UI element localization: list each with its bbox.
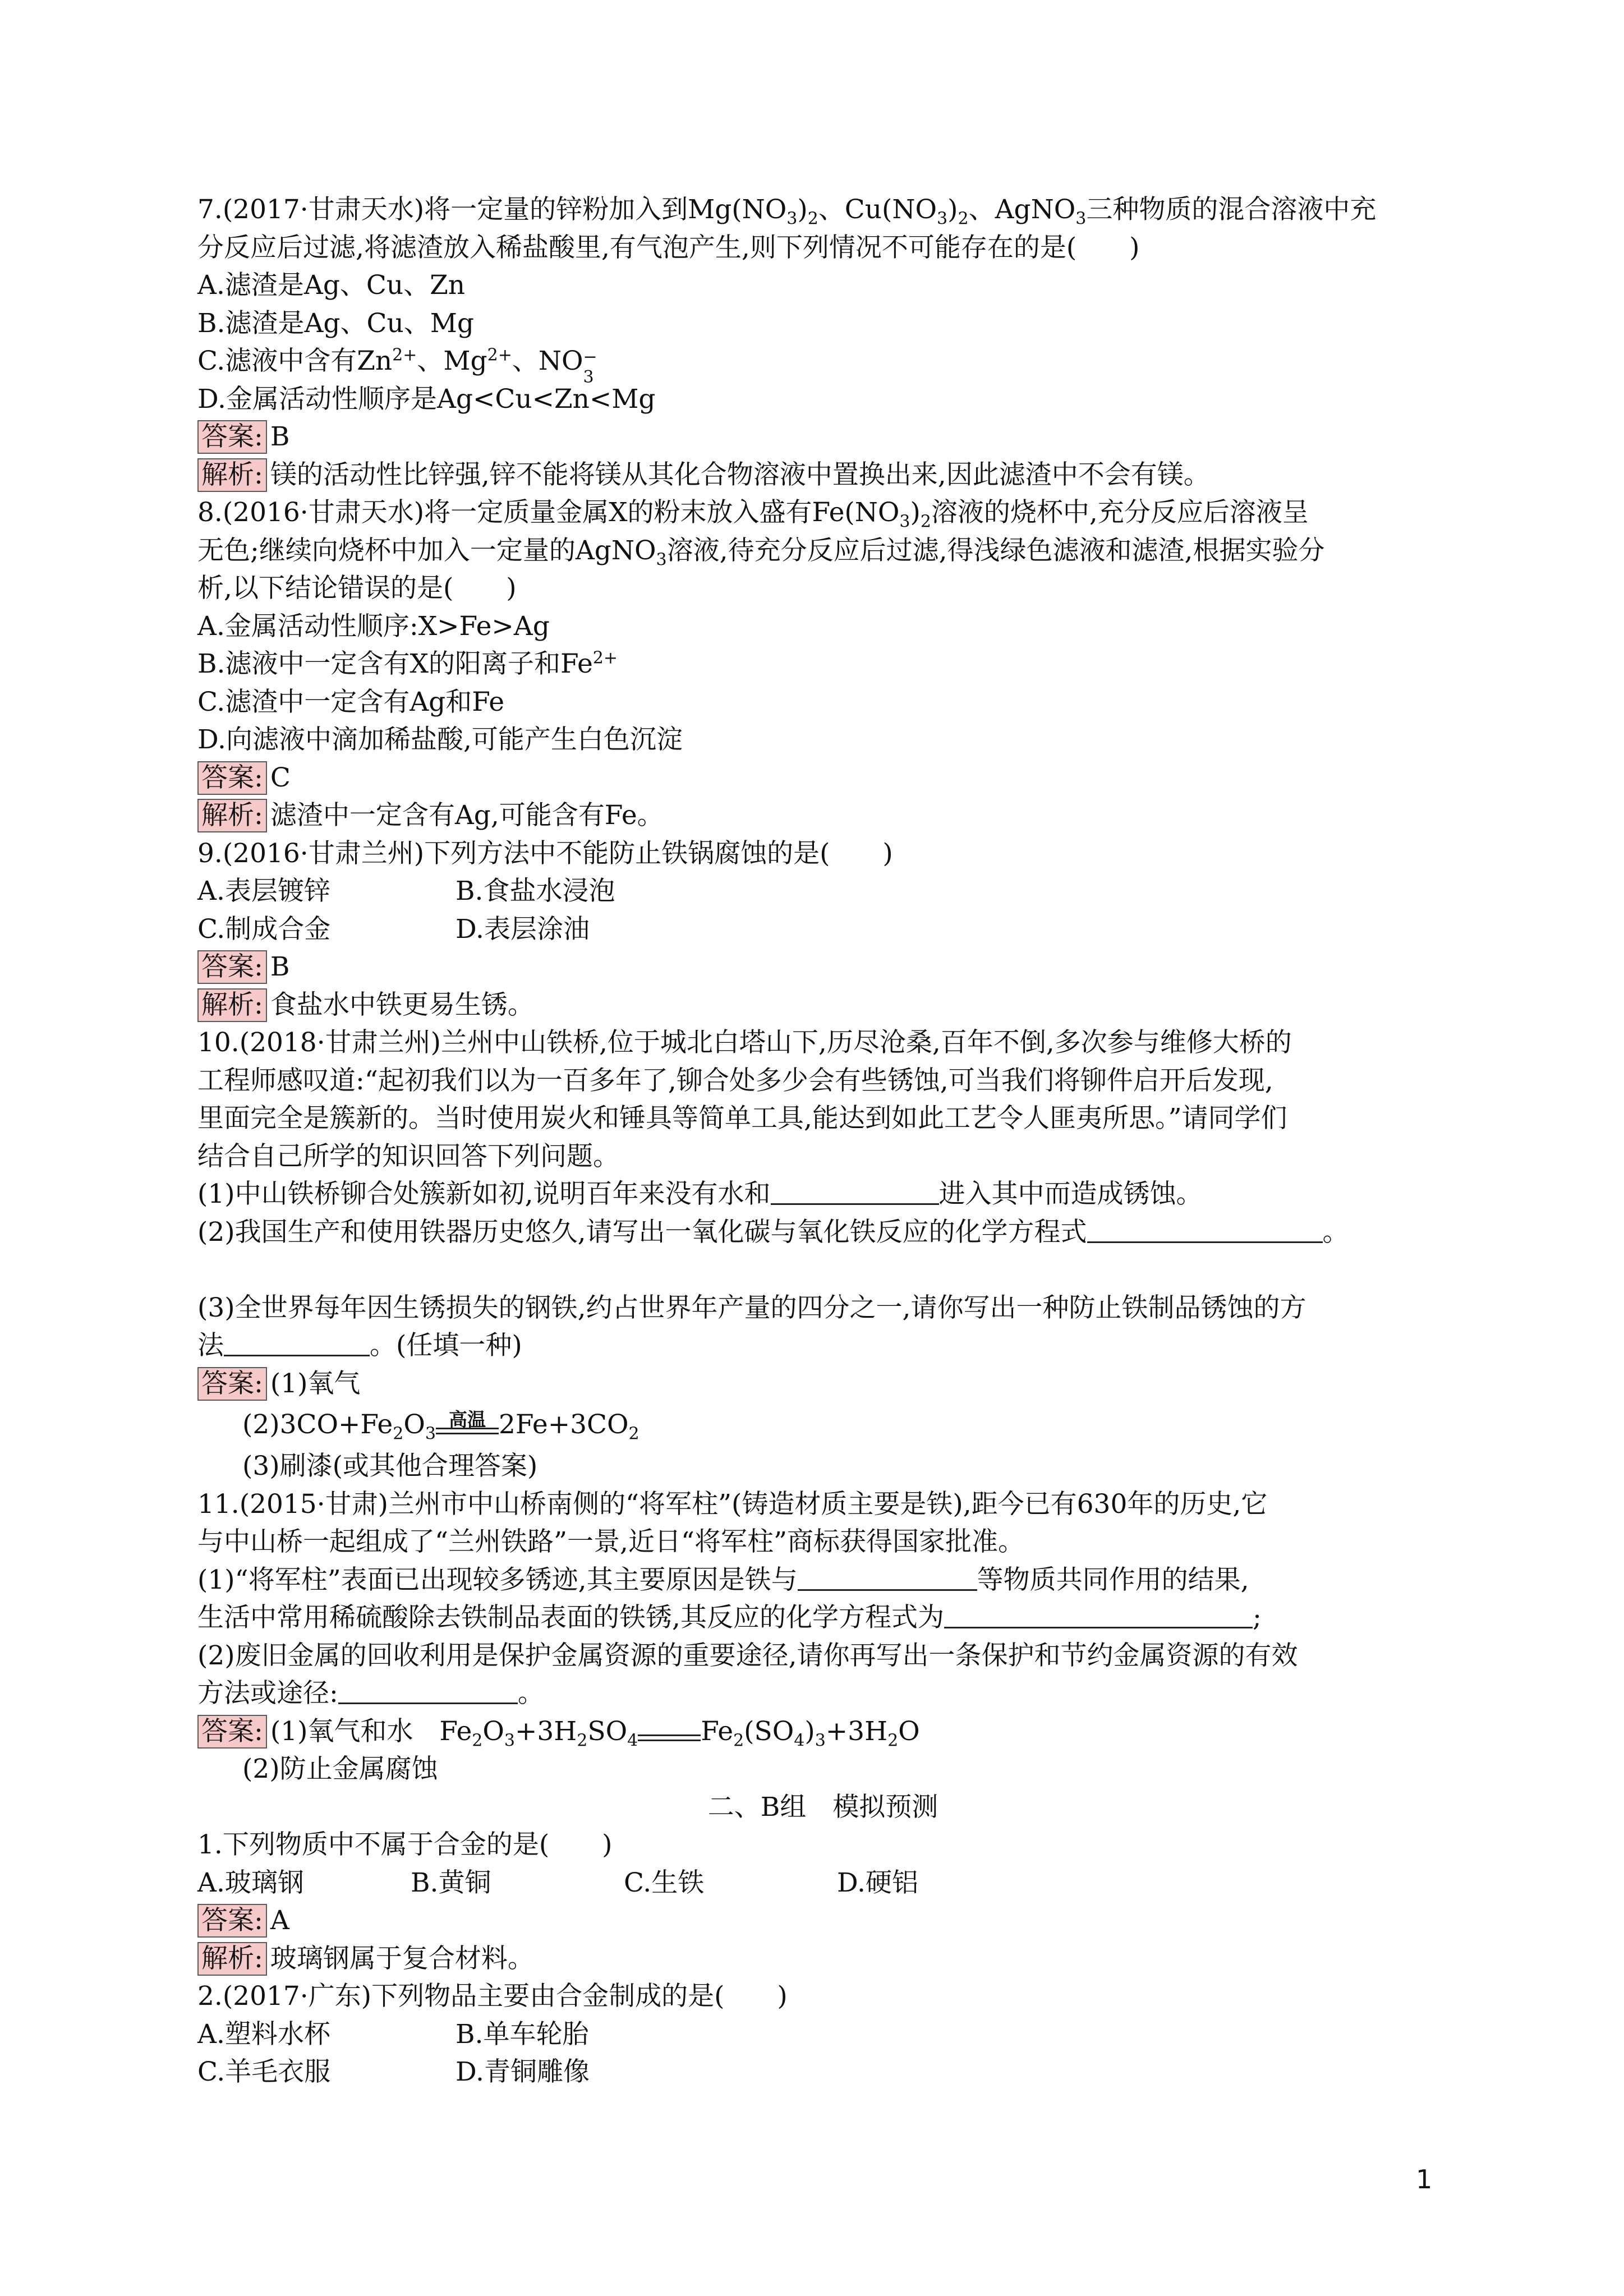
q8-option-a: A.金属活动性顺序:X>Fe>Ag [197,610,550,642]
answer-blank [338,1678,518,1704]
analysis-tag: 解析: [197,988,267,1022]
q7-answer: 答案: B [197,418,1448,456]
reaction-equals [638,1729,701,1741]
b2-option-a: A.塑料水杯 [197,2018,330,2050]
q9-options-row-2 [197,910,1448,949]
q10-stem-line-4: 结合自己所学的知识回答下列问题。 [197,1140,619,1172]
reaction-condition: 高温 [436,1422,499,1434]
q10-part-1: (1)中山铁桥铆合处簇新如初,说明百年来没有水和 进入其中而造成锈蚀。 [197,1179,1203,1209]
q10-stem-line-2: 工程师感叹道:“起初我们以为一百多年了,铆合处多少会有些锈蚀,可当我们将铆件启开后发现, [197,1065,1273,1096]
b1-analysis: 解析: 玻璃钢属于复合材料。 [197,1940,1448,1978]
q11-part-2-line-2: 方法或途径: 。 [197,1678,544,1709]
q11-stem-line-2: 与中山桥一起组成了“兰州铁路”一景,近日“将军柱”商标获得国家批准。 [197,1526,1025,1557]
q10-part-3-line-2: 法 。(任填一种) [197,1330,522,1361]
q8-analysis: 解析: 滤渣中一定含有Ag,可能含有Fe。 [197,797,1448,835]
b2-options-row-1 [197,2016,1448,2054]
section-b-heading: 二、B组 模拟预测 [707,1791,938,1823]
q9-answer: 答案: B [197,948,1448,986]
q11-answer-2: (2)防止金属腐蚀 [242,1754,438,1784]
q11-part-1-line-2: 生活中常用稀硫酸除去铁制品表面的铁锈,其反应的化学方程式为 ; [197,1602,1262,1633]
answer-tag: 答案: [197,1904,267,1938]
q10-answer-3: (3)刷漆(或其他合理答案) [242,1451,538,1481]
answer-blank [1087,1217,1323,1243]
q8-stem-line-1: 8.(2016·甘肃天水)将一定质量金属X的粉末放入盛有$Fe(NO_3)_2$溶液的烧杯中,充分反应后溶液呈 [197,497,1309,532]
q7-analysis: 解析: 镁的活动性比锌强,锌不能将镁从其化合物溶液中置换出来,因此滤渣中不会有镁。 [197,456,1448,494]
q8-option-d: D.向滤液中滴加稀盐酸,可能产生白色沉淀 [197,724,683,755]
q11-answer: 答案: (1)氧气和水 $Fe_2O_3+3H_2SO_4$ $Fe_2(SO_4)_3+3H_2O$ [197,1713,1448,1751]
q10-answer: 答案: (1)氧气 [197,1365,1448,1403]
analysis-tag: 解析: [197,458,267,492]
q8-option-b: B.滤液中一定含有X的阳离子和$Fe^{2+}$ [197,648,618,679]
b2-option-c: C.羊毛衣服 [197,2056,331,2087]
b1-option-a: A.玻璃钢 [197,1867,304,1898]
answer-tag: 答案: [197,420,267,454]
answer-tag: 答案: [197,950,267,984]
analysis-tag: 解析: [197,1942,267,1976]
q7-option-b: B.滤渣是Ag、Cu、Mg [197,307,474,339]
b2-options-row-2 [197,2053,1448,2091]
analysis-tag: 解析: [197,799,267,832]
answer-blank [944,1602,1253,1628]
b2-option-d: D.青铜雕像 [456,2056,590,2087]
answer-tag: 答案: [197,761,267,795]
q7-option-c: C.滤液中含有$Zn^{2+}$、$Mg^{2+}$、NO − 3 [197,345,597,387]
q11-part-1-line-1: (1)“将军柱”表面已出现较多锈迹,其主要原因是铁与 等物质共同作用的结果, [197,1564,1249,1595]
q8-stem-line-3: 析,以下结论错误的是( ) [197,573,517,604]
b1-option-b: B.黄铜 [411,1867,491,1898]
q10-part-2: (2)我国生产和使用铁器历史悠久,请写出一氧化碳与氧化铁反应的化学方程式 。 [197,1216,1349,1248]
q7-option-d: D.金属活动性顺序是Ag<Cu<Zn<Mg [197,383,656,415]
q10-stem-line-1: 10.(2018·甘肃兰州)兰州中山铁桥,位于城北白塔山下,历尽沧桑,百年不倒,多次参与维修大桥的 [197,1027,1292,1058]
q8-stem-line-2: 无色;继续向烧杯中加入一定量的AgNO$_3$溶液,待充分反应后过滤,得浅绿色滤液和滤渣,根据实验分 [197,535,1325,569]
q7-option-a: A.滤渣是Ag、Cu、Zn [197,270,466,301]
q8-option-c: C.滤渣中一定含有Ag和Fe [197,686,505,717]
q9-option-a: A.表层镀锌 [197,876,330,907]
answer-blank [771,1179,939,1205]
q9-analysis: 解析: 食盐水中铁更易生锈。 [197,986,1448,1024]
answer-blank [798,1565,977,1591]
q9-options-row-1 [197,872,1448,910]
q9-option-c: C.制成合金 [197,913,331,945]
q8-answer: 答案: C [197,759,1448,797]
b1-stem: 1.下列物质中不属于合金的是( ) [197,1829,613,1860]
b1-option-c: C.生铁 [624,1867,705,1898]
answer-tag: 答案: [197,1715,267,1749]
q10-answer-equation: $(2)3CO+Fe_2O_3$ 高温 $2Fe+3CO_2$ [242,1409,640,1444]
b2-stem: 2.(2017·广东)下列物品主要由合金制成的是( ) [197,1981,788,2012]
answer-tag: 答案: [197,1367,267,1401]
q9-option-b: B.食盐水浸泡 [456,876,615,907]
b1-options [197,1864,1448,1902]
q7-stem-line-1: 7.(2017·甘肃天水)将一定量的锌粉加入到$Mg(NO_3)_2$、$Cu(NO_3)_2$、AgNO$_3$三种物质的混合溶液中充 [197,194,1377,229]
q9-option-d: D.表层涂油 [456,913,590,945]
page-content [197,191,1448,2091]
q9-stem: 9.(2016·甘肃兰州)下列方法中不能防止铁锅腐蚀的是( ) [197,838,893,869]
q11-part-2-line-1: (2)废旧金属的回收利用是保护金属资源的重要途径,请你再写出一条保护和节约金属资源的有效 [197,1640,1298,1671]
q7-stem-line-2: 分反应后过滤,将滤渣放入稀盐酸里,有气泡产生,则下列情况不可能存在的是( ) [197,232,1140,263]
q10-stem-line-3: 里面完全是簇新的。当时使用炭火和锤具等简单工具,能达到如此工艺令人匪夷所思。”请同学们 [197,1103,1287,1134]
b2-option-b: B.单车轮胎 [456,2018,589,2050]
page-number: 1 [1416,2164,1433,2194]
b1-option-d: D.硬铝 [837,1867,918,1898]
q10-part-3-line-1: (3)全世界每年因生锈损失的钢铁,约占世界年产量的四分之一,请你写出一种防止铁制品锈蚀的方 [197,1292,1306,1323]
q11-stem-line-1: 11.(2015·甘肃)兰州市中山桥南侧的“将军柱”(铸造材质主要是铁),距今已有630年的历史,它 [197,1488,1268,1520]
answer-blank [224,1330,370,1356]
b1-answer: 答案: A [197,1902,1448,1940]
